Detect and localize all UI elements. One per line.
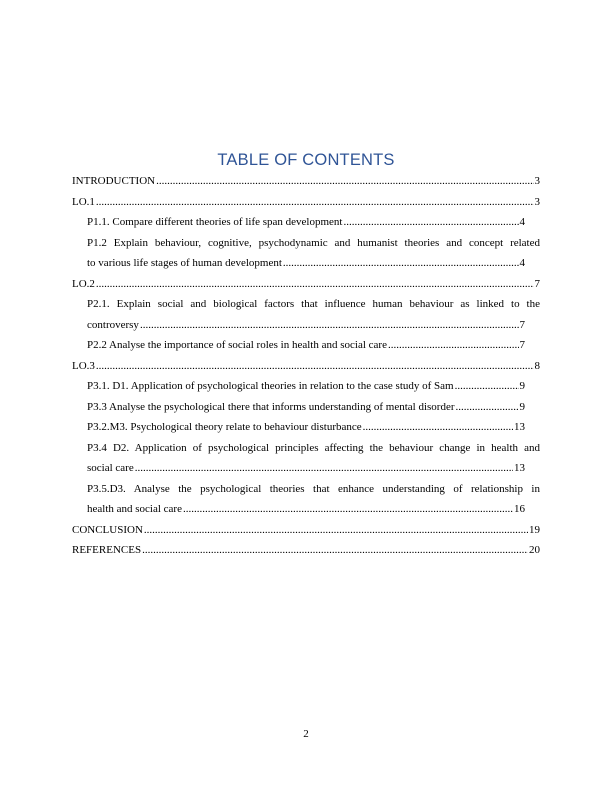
toc-entry-label: P3.1. D1. Application of psychological theories in relation to the case study of Sam [87, 380, 454, 392]
toc-entry-page: 13 [514, 421, 525, 433]
toc-dot-leader [455, 376, 519, 397]
toc-entry-label-line1: P2.1. Explain social and biological factors that influence human behaviour as linked to the [87, 298, 540, 310]
toc-leader-line [87, 458, 525, 479]
toc-dot-leader [96, 192, 534, 213]
toc-entry-p3-3[interactable] [72, 397, 540, 418]
toc-dot-leader [363, 417, 513, 438]
toc-dot-leader [283, 253, 519, 274]
toc-dot-leader [142, 540, 528, 561]
toc-entry-p2-1[interactable] [72, 294, 540, 335]
toc-entry-page: 7 [519, 318, 525, 331]
toc-leader-line [87, 499, 525, 520]
toc-entry-lo3[interactable] [72, 356, 540, 377]
toc-entry-p2-2[interactable] [72, 335, 540, 356]
toc-entry-label-line1: P3.5.D3. Analyse the psychological theories that enhance understanding of relationship in [87, 482, 540, 495]
toc-entry-label-line1: P1.2 Explain behaviour, cognitive, psychodynamic and humanist theories and concept related [87, 236, 540, 249]
toc-entry-label: REFERENCES [72, 544, 142, 556]
toc-entry-page: 7 [534, 277, 540, 290]
page-number: 2 [303, 728, 309, 740]
toc-entry-page: 13 [514, 462, 525, 474]
toc-entry-label: LO.1 [72, 195, 95, 208]
toc-entry-label: P1.1. Compare different theories of life span development [87, 216, 343, 228]
toc-leader-line [87, 253, 525, 274]
toc-entry-label: health and social care [87, 503, 182, 515]
toc-leader-line [87, 212, 525, 233]
toc-entry-label: P3.2.M3. Psychological theory relate to behaviour disturbance [87, 421, 362, 433]
toc-entry-p1-2[interactable] [72, 233, 540, 274]
toc-entry-lo1[interactable] [72, 192, 540, 213]
toc-entry-label: LO.2 [72, 277, 95, 290]
toc-entry-page: 9 [519, 380, 525, 392]
table-of-contents [72, 171, 540, 561]
toc-entry-label: controversy [87, 318, 139, 331]
toc-entry-label: INTRODUCTION [72, 175, 156, 187]
toc-entry-label: to various life stages of human development [87, 257, 282, 269]
toc-entry-conclusion[interactable] [72, 520, 540, 541]
toc-entry-page: 19 [529, 523, 540, 536]
toc-leader-line [72, 171, 540, 192]
toc-entry-label: P3.3 Analyse the psychological there that informs understanding of mental disorder [87, 400, 455, 413]
toc-entry-page: 9 [519, 400, 525, 413]
toc-entry-page: 4 [519, 216, 525, 228]
toc-entry-label: P2.2 Analyse the importance of social roles in health and social care [87, 339, 387, 351]
toc-entry-page: 3 [534, 175, 540, 187]
toc-entry-label-line1: P3.4 D2. Application of psychological principles affecting the behaviour change in health and [87, 441, 540, 454]
toc-dot-leader [140, 315, 519, 336]
toc-entry-page: 16 [514, 503, 525, 515]
toc-dot-leader [183, 499, 513, 520]
toc-entry-p1-1[interactable] [72, 212, 540, 233]
toc-entry-page: 20 [529, 544, 540, 556]
toc-dot-leader [156, 171, 533, 192]
toc-leader-line [72, 540, 540, 561]
toc-entry-lo2[interactable] [72, 274, 540, 295]
toc-entry-p3-5[interactable] [72, 479, 540, 520]
toc-dot-leader [96, 356, 534, 377]
toc-dot-leader [96, 274, 534, 295]
toc-entry-label: LO.3 [72, 359, 95, 372]
toc-entry-page: 3 [534, 195, 540, 208]
toc-title: TABLE OF CONTENTS [217, 151, 395, 169]
toc-entry-references[interactable] [72, 540, 540, 561]
toc-entry-page: 4 [519, 257, 525, 269]
toc-entry-label: social care [87, 462, 134, 474]
toc-dot-leader [388, 335, 519, 356]
toc-leader-line [72, 192, 540, 213]
toc-leader-line [87, 417, 525, 438]
toc-entry-p3-4[interactable] [72, 438, 540, 479]
toc-dot-leader [456, 397, 519, 418]
toc-dot-leader [343, 212, 518, 233]
toc-leader-line [72, 520, 540, 541]
toc-entry-page: 8 [534, 359, 540, 372]
toc-leader-line [72, 356, 540, 377]
toc-entry-p3-2[interactable] [72, 417, 540, 438]
toc-leader-line [87, 335, 525, 356]
toc-entry-page: 7 [519, 339, 525, 351]
toc-leader-line [72, 274, 540, 295]
toc-dot-leader [144, 520, 528, 541]
toc-leader-line [87, 315, 525, 336]
toc-leader-line [87, 397, 525, 418]
toc-entry-introduction[interactable] [72, 171, 540, 192]
toc-dot-leader [135, 458, 513, 479]
toc-leader-line [87, 376, 525, 397]
toc-entry-p3-1[interactable] [72, 376, 540, 397]
toc-entry-label: CONCLUSION [72, 523, 143, 536]
